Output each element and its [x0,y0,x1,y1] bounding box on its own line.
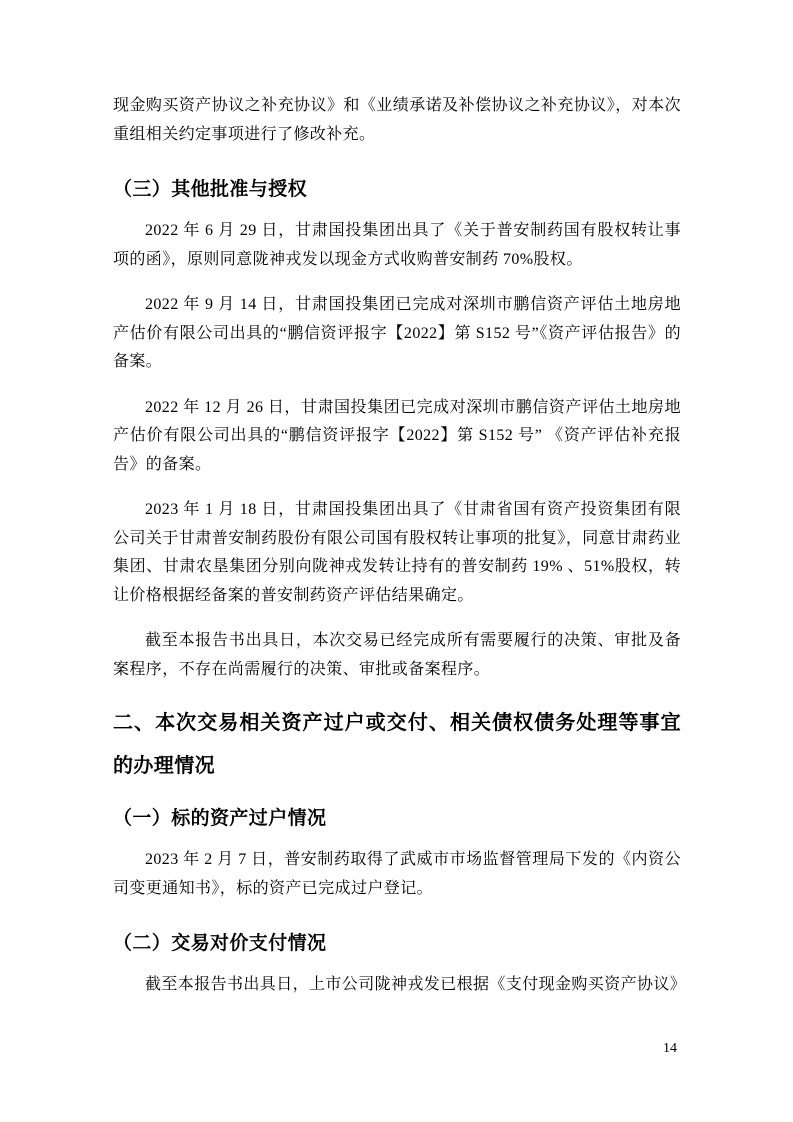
heading-section-two-asset-transfer: 二、本次交易相关资产过户或交付、相关债权债务处理等事宜的办理情况 [113,712,681,777]
paragraph-consideration-payment: 截至本报告书出具日，上市公司陇神戎发已根据《支付现金购买资产协议》 [145,976,687,993]
heading-consideration-payment: （二）交易对价支付情况 [113,933,327,954]
paragraph-approvals-complete: 截至本报告书出具日，本次交易已经完成所有需要履行的决策、审批及备案程序，不存在尚需履行的决策、审批或备案程序。 [113,632,681,678]
paragraph-2023-01-18-approval: 2023 年 1 月 18 日，甘肃国投集团出具了《甘肃省国有资产投资集团有限公司关于甘肃普安制药股份有限公司国有股权转让事项的批复》，同意甘肃药业集团、甘肃农垦集团分别向陇神戎发转让持有的普安制药 19% 、51%股权，转让价格根据经备案的普安制药资产评估结果确定。 [113,501,681,604]
paragraph-amendment-continuation: 现金购买资产协议之补充协议》和《业绩承诺及补偿协议之补充协议》，对本次重组相关约定事项进行了修改补充。 [113,97,681,143]
heading-target-asset-transfer: （一）标的资产过户情况 [113,808,327,829]
paragraph-2022-06-29-approval: 2022 年 6 月 29 日，甘肃国投集团出具了《关于普安制药国有股权转让事项的函》，原则同意陇神戎发以现金方式收购普安制药 70%股权。 [113,222,681,268]
heading-other-approvals: （三）其他批准与授权 [113,179,308,200]
page-number: 14 [663,1041,677,1056]
paragraph-2022-12-26-filing: 2022 年 12 月 26 日，甘肃国投集团已完成对深圳市鹏信资产评估土地房地产估价有限公司出具的“鹏信资评报字【2022】第 S152 号” 《资产评估补充报告》的备案。 [113,398,681,473]
document-content [113,92,687,1000]
paragraph-2022-09-14-filing: 2022 年 9 月 14 日，甘肃国投集团已完成对深圳市鹏信资产评估土地房地产估价有限公司出具的“鹏信资评报字【2022】第 S152 号”《资产评估报告》的备案。 [113,296,681,370]
paragraph-target-asset-transfer: 2023 年 2 月 7 日，普安制药取得了武威市市场监督管理局下发的《内资公司变更通知书》，标的资产已完成过户登记。 [113,851,681,897]
